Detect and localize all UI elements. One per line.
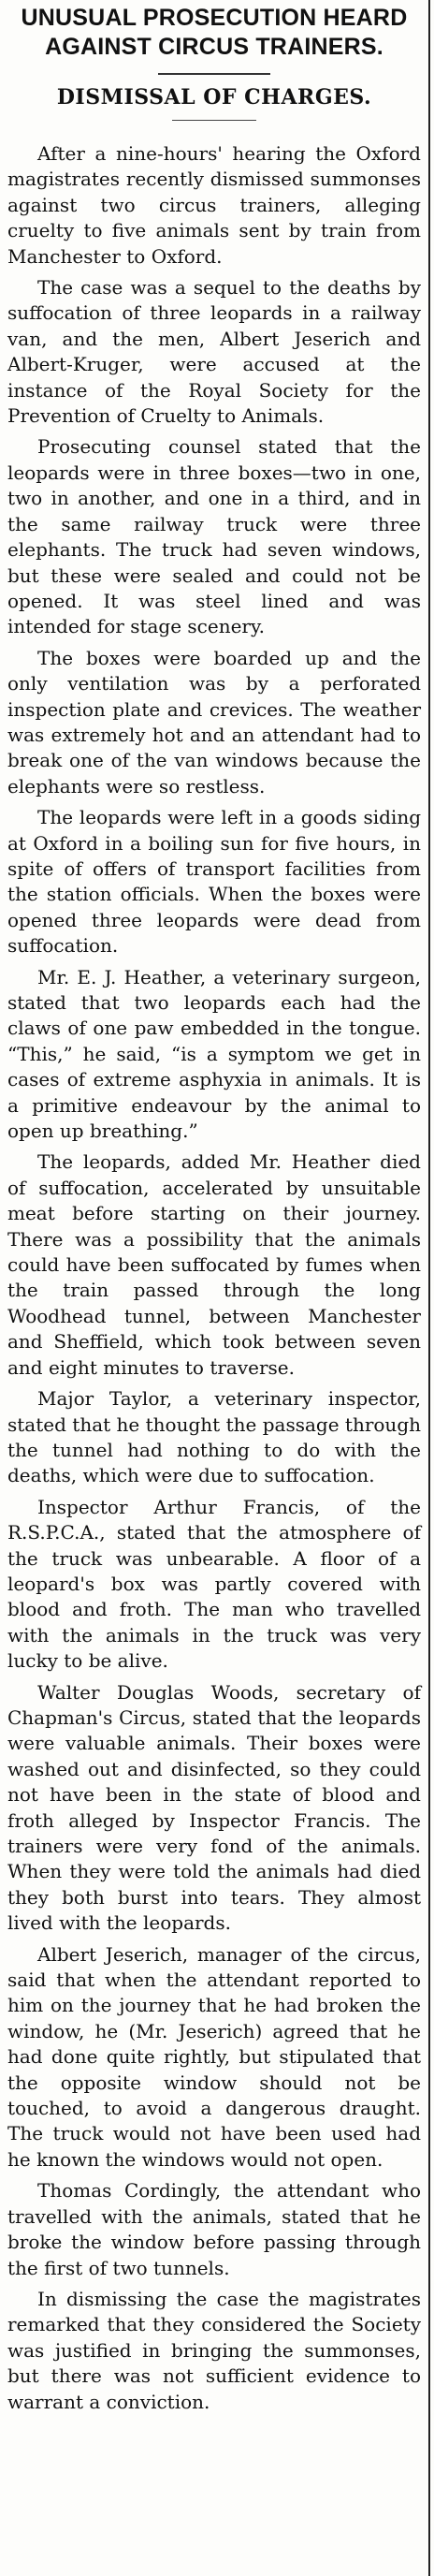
article-paragraph: Prosecuting counsel stated that the leopards were in three boxes—two in one, two in another, and one in a third, and in the same railway truck were three elephants. The truck had seven windows, but these were sealed and could not be opened. It was steel lined and was intended for stage scenery. bbox=[7, 435, 421, 638]
headline-divider bbox=[158, 73, 270, 75]
article-paragraph: The leopards were left in a goods siding at Oxford in a boiling sun for five hours, in spite of offers of transport facilities from the station officials. When the boxes were opened three leopards were dead from suffocation. bbox=[7, 806, 421, 958]
article-paragraph: The boxes were boarded up and the only ventilation was by a perforated inspection plate and crevices. The weather was extremely hot and an attendant had to break one of the van windows because the elephants were so restless. bbox=[7, 646, 421, 798]
subheadline-divider bbox=[172, 120, 256, 121]
article-paragraph: Major Taylor, a veterinary inspector, stated that he thought the passage through the tunnel had nothing to do with the deaths, which were due to suffocation. bbox=[7, 1387, 421, 1487]
article-paragraph: The leopards, added Mr. Heather died of suffocation, accelerated by unsuitable meat before starting on their journey. There was a possibility that the animals could have been suffocated by fumes when the train passed through the long Woodhead tunnel, between Manchester and Sheffield, which took between seven and eight minutes to traverse. bbox=[7, 1150, 421, 1379]
article-paragraph: In dismissing the case the magistrates remarked that they considered the Society was justified in bringing the summonses, but there was not sufficient evidence to warrant a conviction. bbox=[7, 2287, 421, 2413]
article-paragraph: Thomas Cordingly, the attendant who travelled with the animals, stated that he broke the window before passing through the first of two tunnels. bbox=[7, 2179, 421, 2279]
subheadline: DISMISSAL OF CHARGES. bbox=[56, 85, 372, 110]
article-paragraph: Inspector Arthur Francis, of the R.S.P.C.A., stated that the atmosphere of the truck was unbearable. A floor of a leopard's box was partly covered with blood and froth. The man who travelled with the animals in the truck was very lucky to be alive. bbox=[7, 1495, 421, 1673]
headline: UNUSUAL PROSECUTION HEARD AGAINST CIRCUS TRAINERS. bbox=[21, 5, 408, 60]
article-paragraph: Mr. E. J. Heather, a veterinary surgeon, stated that two leopards each had the claws of one paw embedded in the tongue. “This,” he said, “is a symptom we get in cases of extreme asphyxia in animals. It is a primitive endeavour by the animal to open up breathing.” bbox=[7, 965, 421, 1143]
article-body bbox=[7, 141, 421, 2415]
article-paragraph: Walter Douglas Woods, secretary of Chapman's Circus, stated that the leopards were valuable animals. Their boxes were washed out and disinfected, so they could not have been in the state of blood and froth alleged by Inspector Francis. The trainers were very fond of the animals. When they were told the animals had died they both burst into tears. They almost lived with the leopards. bbox=[7, 1680, 421, 1935]
article-paragraph: The case was a sequel to the deaths by suffocation of three leopards in a railway van, and the men, Albert Jeserich and Albert-Kruger, were accused at the instance of the Royal Society for the Prevention of Cruelty to Animals. bbox=[7, 276, 421, 428]
column-rule bbox=[428, 0, 430, 2576]
article-paragraph: Albert Jeserich, manager of the circus, said that when the attendant reported to him on the journey that he had broken the window, he (Mr. Jeserich) agreed that he had done quite rightly, but stipulated that the opposite window should not be touched, to avoid a dangerous draught. The truck would not have been used had he known the windows would not open. bbox=[7, 1942, 421, 2171]
article-paragraph: After a nine-hours' hearing the Oxford magistrates recently dismissed summonses against two circus trainers, alleging cruelty to five animals sent by train from Manchester to Oxford. bbox=[7, 142, 421, 268]
